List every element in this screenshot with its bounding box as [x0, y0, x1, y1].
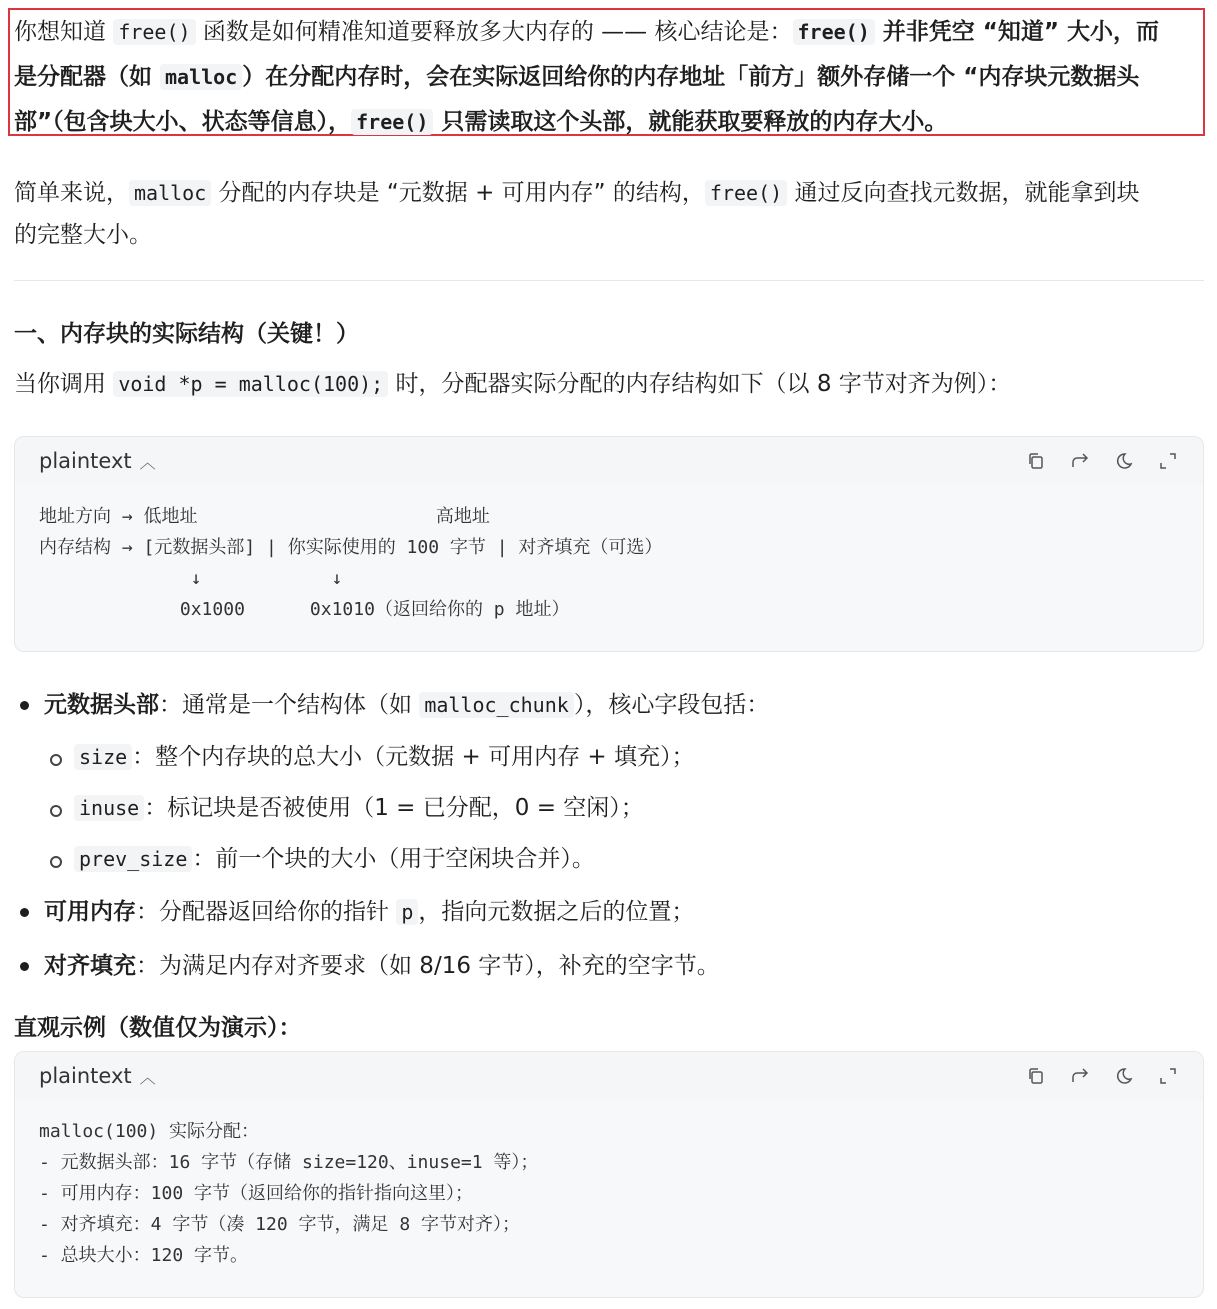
code-content [15, 1100, 1203, 1291]
code-block-header [15, 437, 1203, 485]
list-item-text: ，指向元数据之后的位置； [418, 899, 695, 925]
bullet-list [14, 678, 1204, 993]
code-content [15, 485, 1203, 645]
summary-text: 通过反向查找元数据，就能拿到块 [787, 180, 1140, 206]
copy-icon[interactable] [1025, 1065, 1047, 1087]
intro-bold-text: 部”（包含块大小、状态等信息）， [14, 109, 352, 135]
share-icon[interactable] [1069, 1065, 1091, 1087]
code-line: 内存结构 → [元数据头部] | 你实际使用的 100 字节 | 对齐填充（可选） [39, 537, 663, 558]
summary-text: 的完整大小。 [14, 222, 152, 248]
list-item-title: 可用内存 [44, 899, 136, 925]
list-item-text: ：整个内存块的总大小（元数据 + 可用内存 + 填充）； [132, 744, 695, 770]
lead-text: 当你调用 [14, 371, 114, 397]
code-lang-toggle[interactable] [39, 1064, 156, 1088]
code-line: ↓ ↓ [39, 568, 343, 589]
section-heading: 一、内存块的实际结构（关键！） [14, 321, 359, 347]
chevron-up-icon: ︿ [139, 452, 156, 472]
list-item [14, 678, 1204, 732]
code-lang-label: plaintext [39, 1064, 132, 1088]
bullet-circle [50, 754, 62, 766]
chevron-up-icon: ︿ [139, 1067, 156, 1087]
list-item-text: ：通常是一个结构体（如 [159, 692, 420, 718]
intro-text: 函数是如何精准知道要释放多大内存的 —— 核心结论是： [195, 19, 793, 45]
intro-bold-text: ）在分配内存时，会在实际返回给你的内存地址「前方」额外存储一个 “内存块元数据头 [242, 64, 1140, 90]
list-item-text: ：标记块是否被使用（1 = 已分配，0 = 空闲）； [144, 795, 644, 821]
inline-code: free() [351, 109, 433, 135]
list-item-text: ），核心字段包括： [573, 692, 770, 718]
code-toolbar [1025, 450, 1179, 472]
inline-code: inuse [74, 795, 144, 821]
inline-code: p [396, 899, 418, 925]
list-item-title: 对齐填充 [44, 953, 136, 979]
inline-code: free() [705, 180, 787, 206]
summary-text: 分配的内存块是 “元数据 + 可用内存” 的结构， [211, 180, 705, 206]
inline-code: malloc_chunk [419, 692, 574, 718]
code-block [14, 436, 1204, 652]
code-line: malloc(100) 实际分配： [39, 1121, 260, 1142]
code-block [14, 1051, 1204, 1298]
sub-list-item [14, 732, 1204, 783]
code-toolbar [1025, 1065, 1179, 1087]
bullet-dot [20, 908, 29, 917]
theme-icon[interactable] [1113, 450, 1135, 472]
intro-text: 你想知道 [14, 19, 114, 45]
bullet-dot [20, 962, 29, 971]
sub-list-item [14, 834, 1204, 885]
bullet-dot [20, 701, 29, 710]
expand-icon[interactable] [1157, 1065, 1179, 1087]
intro-bold-text: 并非凭空 “知道” 大小，而 [874, 19, 1160, 45]
code-lang-label: plaintext [39, 449, 132, 473]
inline-code: malloc [129, 180, 211, 206]
bullet-circle [50, 856, 62, 868]
list-item-title: 元数据头部 [44, 692, 159, 718]
inline-code: malloc [160, 64, 242, 90]
code-line: - 元数据头部：16 字节（存储 size=120、inuse=1 等）； [39, 1152, 539, 1173]
inline-code: free() [793, 19, 875, 45]
intro-paragraph [14, 10, 1199, 145]
intro-bold-text: 只需读取这个头部，就能获取要释放的内存大小。 [433, 109, 948, 135]
section-lead [14, 362, 1011, 407]
code-line: 0x1000 0x1010（返回给你的 p 地址） [39, 599, 570, 620]
code-line: 地址方向 → 低地址 高地址 [39, 506, 490, 527]
list-item-text: ：前一个块的大小（用于空闲块合并）。 [192, 846, 595, 872]
code-block-header [15, 1052, 1203, 1100]
inline-code: void *p = malloc(100); [113, 371, 388, 397]
code-line: - 总块大小：120 字节。 [39, 1245, 249, 1266]
summary-paragraph [14, 172, 1204, 256]
copy-icon[interactable] [1025, 450, 1047, 472]
code-line: - 对齐填充：4 字节（凑 120 字节，满足 8 字节对齐）； [39, 1214, 521, 1235]
inline-code: size [74, 744, 132, 770]
lead-text: 时，分配器实际分配的内存结构如下（以 8 字节对齐为例）： [388, 371, 1012, 397]
list-item [14, 939, 1204, 993]
list-item-text: ：为满足内存对齐要求（如 8/16 字节），补充的空字节。 [136, 953, 720, 979]
code-line: - 可用内存：100 字节（返回给你的指针指向这里）； [39, 1183, 474, 1204]
example-heading: 直观示例（数值仅为演示）： [14, 1015, 302, 1041]
expand-icon[interactable] [1157, 450, 1179, 472]
divider [14, 280, 1204, 281]
list-item [14, 885, 1204, 939]
list-item-text: ：分配器返回给你的指针 [136, 899, 397, 925]
summary-text: 简单来说， [14, 180, 129, 206]
share-icon[interactable] [1069, 450, 1091, 472]
sub-list-item [14, 783, 1204, 834]
inline-code: prev_size [74, 846, 192, 872]
inline-code: free() [113, 19, 195, 45]
bullet-circle [50, 805, 62, 817]
code-lang-toggle[interactable] [39, 449, 156, 473]
theme-icon[interactable] [1113, 1065, 1135, 1087]
intro-bold-text: 是分配器（如 [14, 64, 161, 90]
